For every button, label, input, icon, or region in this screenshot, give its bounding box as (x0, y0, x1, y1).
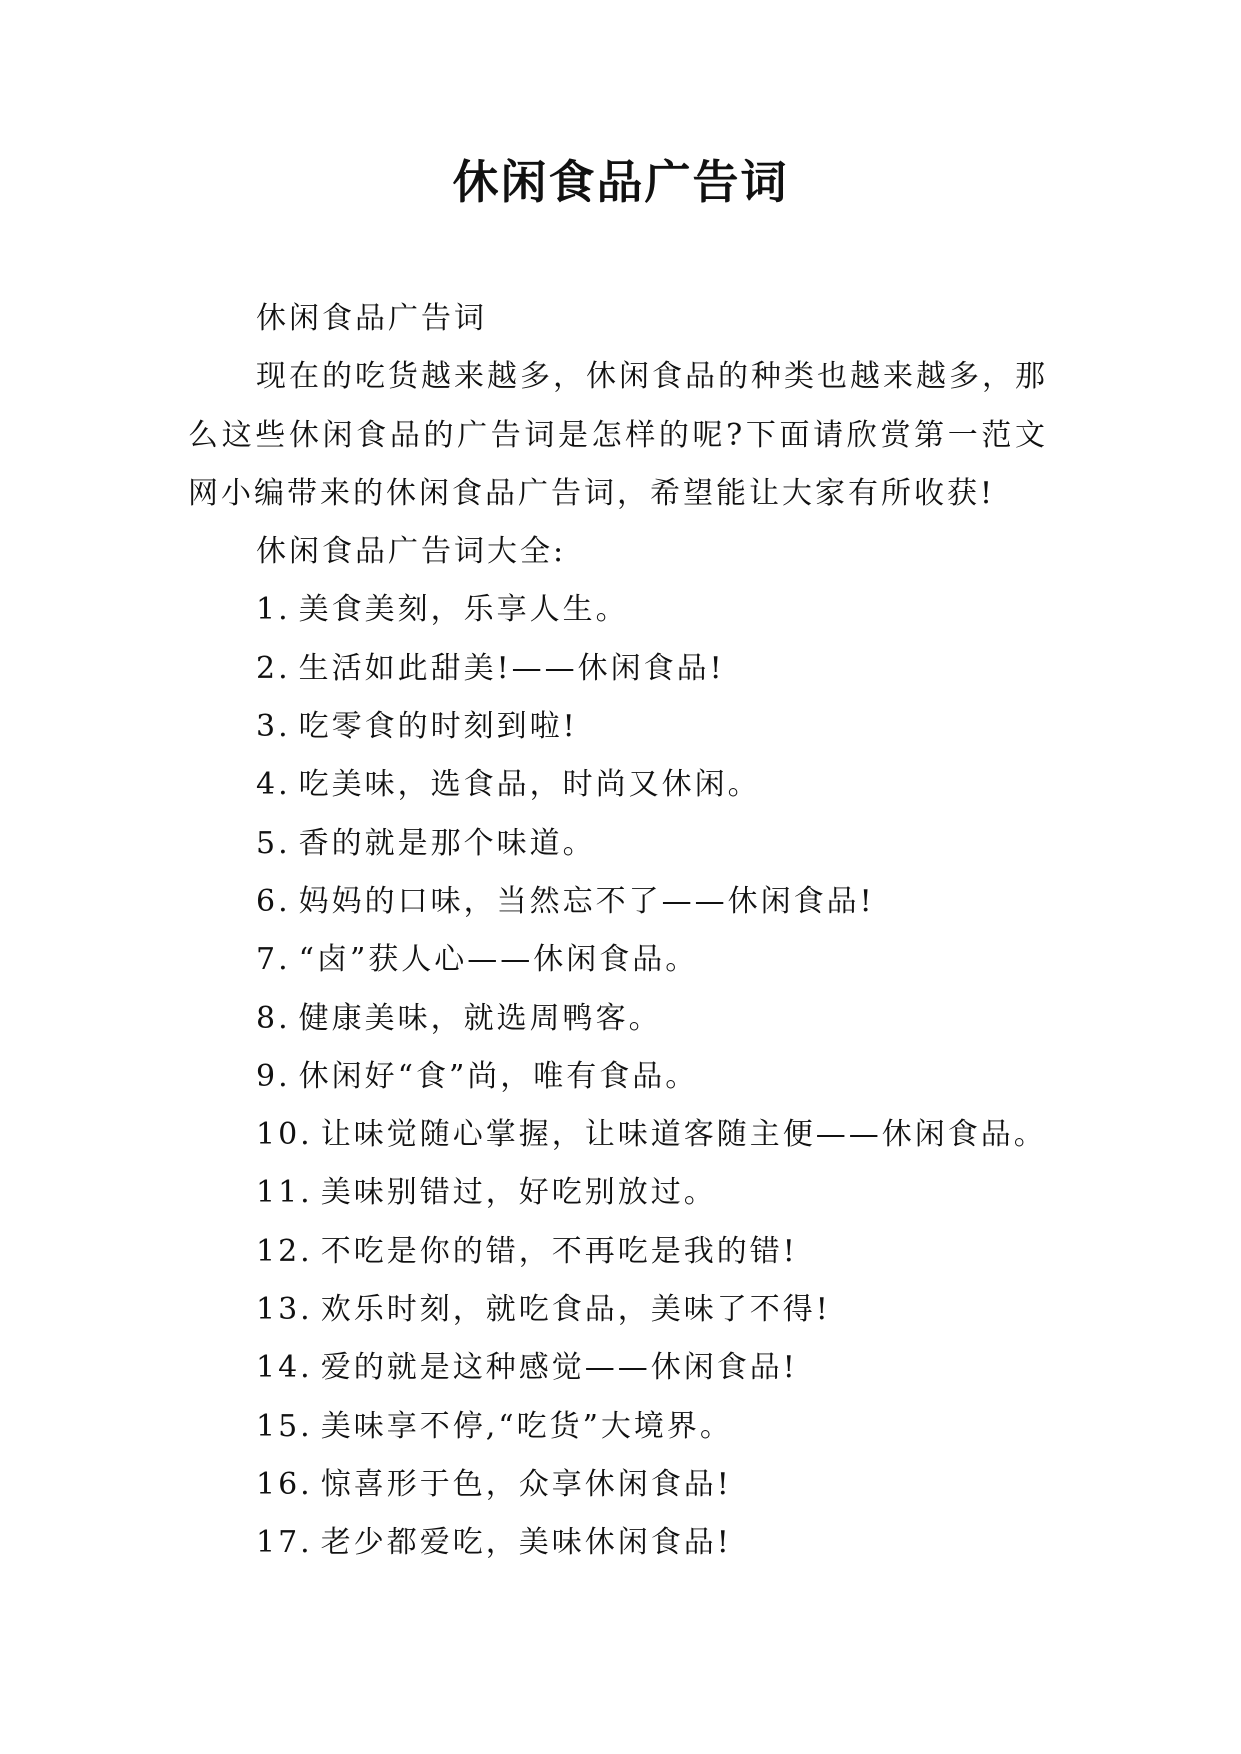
list-item-text: 惊喜形于色，众享休闲食品! (320, 1466, 732, 1502)
list-item (188, 1456, 1048, 1514)
list-item-number: 3. (256, 709, 291, 745)
list-item-text: “卤”获人心——休闲食品。 (298, 942, 699, 978)
list-item-number: 13. (256, 1292, 313, 1328)
list-item-text: 美味享不停,“吃货”大境界。 (320, 1408, 733, 1444)
list-item (188, 990, 1048, 1048)
list-item-text: 美食美刻，乐享人生。 (298, 592, 629, 628)
list-item-number: 16. (256, 1466, 313, 1502)
list-item-number: 2. (256, 650, 291, 686)
list-item-text: 爱的就是这种感觉——休闲食品! (320, 1350, 798, 1386)
list-item (188, 1223, 1048, 1281)
list-item-number: 4. (256, 767, 291, 803)
list-item-number: 10. (256, 1117, 313, 1153)
list-item (188, 698, 1048, 756)
list-item (188, 1398, 1048, 1456)
list-item (188, 1514, 1048, 1572)
list-item (188, 931, 1048, 989)
list-item-text: 欢乐时刻，就吃食品，美味了不得! (320, 1292, 831, 1328)
document-body (188, 290, 1048, 1573)
list-item (188, 756, 1048, 814)
list-item-number: 8. (256, 1000, 291, 1036)
list-item-text: 健康美味，就选周鸭客。 (298, 1000, 662, 1036)
list-item (188, 1106, 1048, 1164)
list-item-text: 休闲好“食”尚，唯有食品。 (298, 1058, 699, 1094)
list-item-text: 吃零食的时刻到啦! (298, 709, 578, 745)
list-item-text: 香的就是那个味道。 (298, 825, 596, 861)
list-item-text: 美味别错过，好吃别放过。 (320, 1175, 717, 1211)
list-item-number: 6. (256, 883, 291, 919)
list-item-number: 14. (256, 1350, 313, 1386)
list-item-number: 12. (256, 1233, 313, 1269)
list-item-number: 1. (256, 592, 291, 628)
list-item-text: 让味觉随心掌握，让味道客随主便——休闲食品。 (320, 1117, 1047, 1153)
list-item (188, 1281, 1048, 1339)
list-item (188, 1164, 1048, 1222)
list-item-text: 吃美味，选食品，时尚又休闲。 (298, 767, 761, 803)
document-title: 休闲食品广告词 (452, 155, 789, 209)
list-item-text: 生活如此甜美!——休闲食品! (298, 650, 725, 686)
list-item-number: 5. (256, 825, 291, 861)
list-item-number: 15. (256, 1408, 313, 1444)
list-item-number: 17. (256, 1525, 313, 1561)
list-item-text: 妈妈的口味，当然忘不了——休闲食品! (298, 883, 875, 919)
list-heading: 休闲食品广告词大全: (256, 534, 567, 570)
list-item-number: 9. (256, 1058, 291, 1094)
list-item-text: 不吃是你的错，不再吃是我的错! (320, 1233, 798, 1269)
intro-paragraph: 现在的吃货越来越多，休闲食品的种类也越来越多，那么这些休闲食品的广告词是怎样的呢?下面请欣赏第一范文网小编带来的休闲食品广告词，希望能让大家有所收获! (188, 359, 1048, 511)
list-item-number: 7. (256, 942, 291, 978)
list-item (188, 581, 1048, 639)
list-item (188, 815, 1048, 873)
list-item-number: 11. (256, 1175, 313, 1211)
list-item (188, 1339, 1048, 1397)
slogan-list (188, 581, 1048, 1572)
list-item (188, 873, 1048, 931)
subtitle-paragraph: 休闲食品广告词 (256, 301, 487, 336)
list-item-text: 老少都爱吃，美味休闲食品! (320, 1525, 732, 1561)
list-item (188, 1048, 1048, 1106)
list-item (188, 640, 1048, 698)
